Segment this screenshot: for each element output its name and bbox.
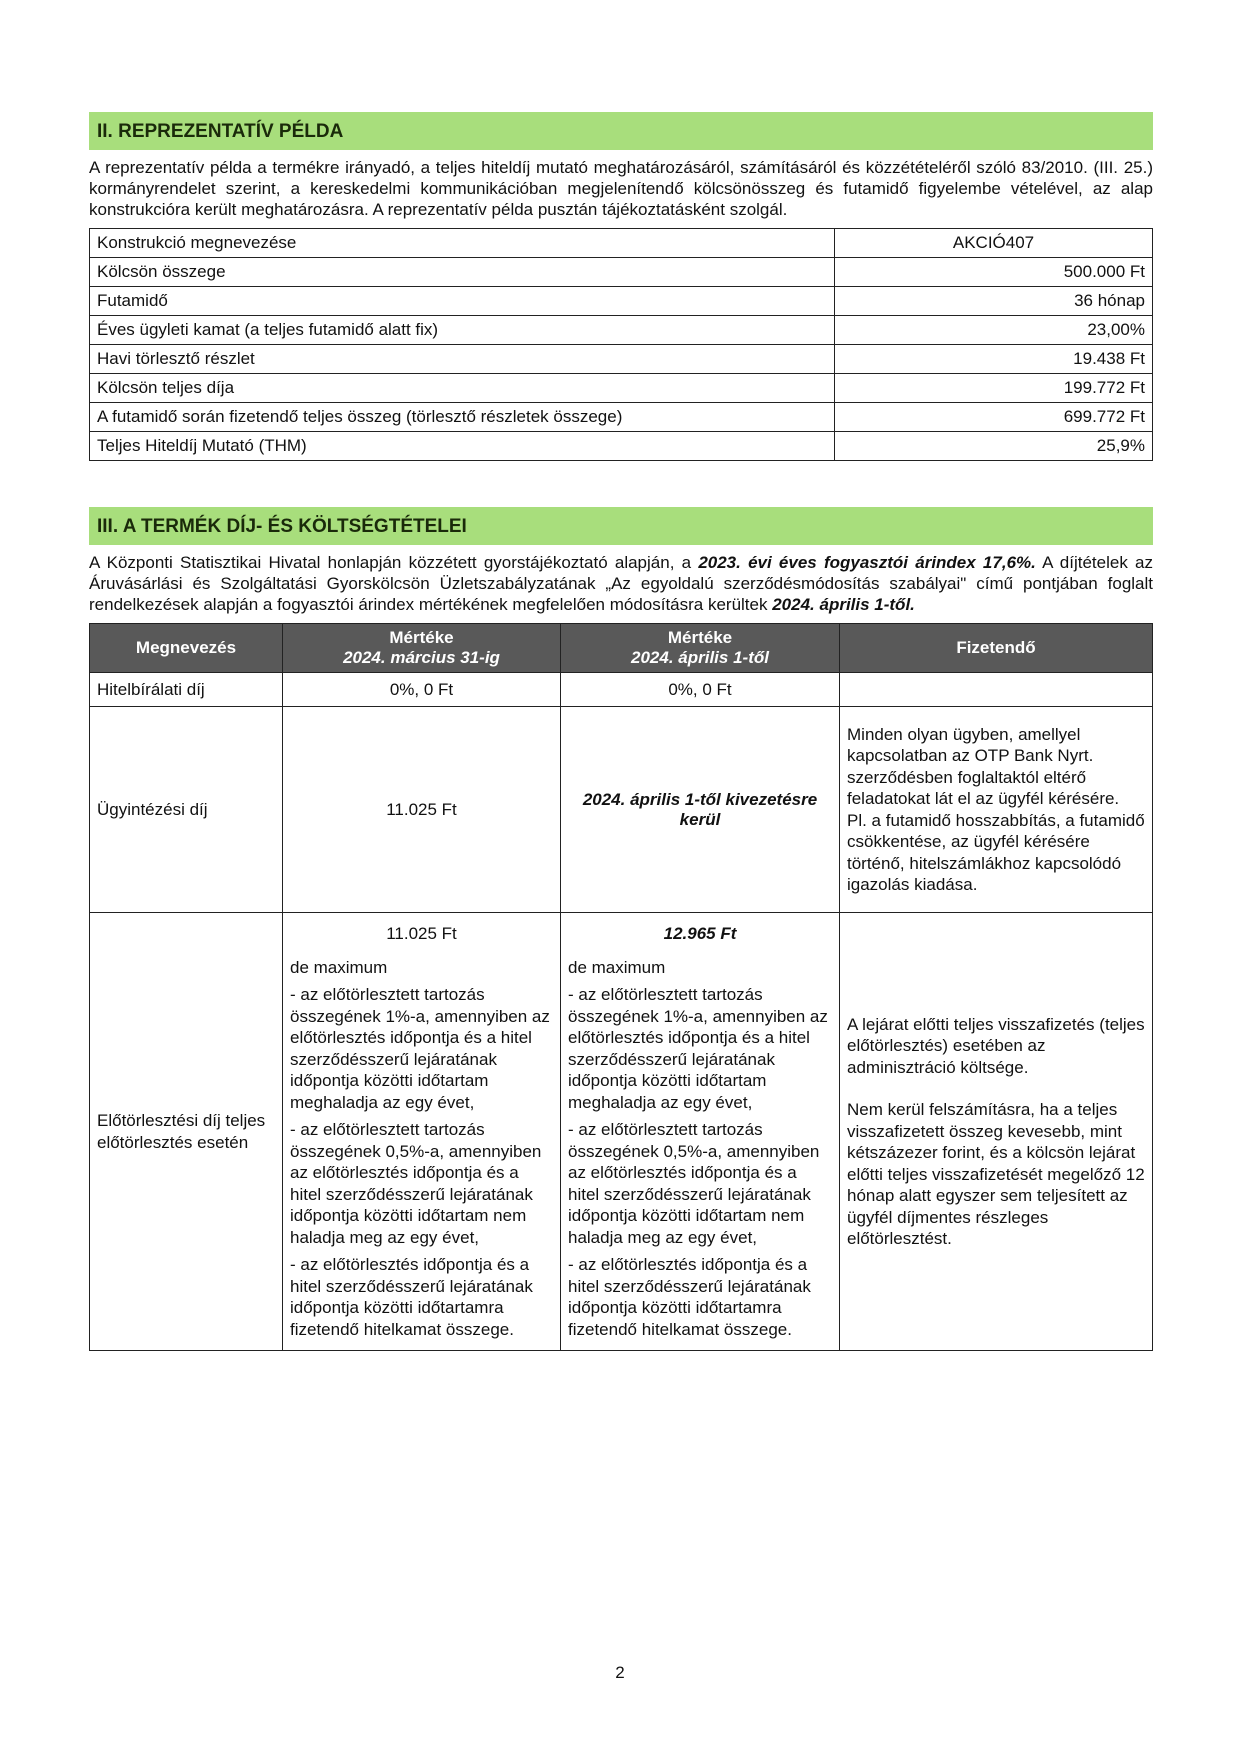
fee-payable: Minden olyan ügyben, amellyel kapcsolatban az OTP Bank Nyrt. szerződésben foglaltaktól eltérő feladatokat lát el az ügyfél kérésére. Pl. a futamidő hosszabbítás, a futamidő csökkentése, az ügyfél kérésére történő, hitelszámlákhoz kapcsolódó igazolás kiadása. [840,707,1153,913]
header-payable: Fizetendő [840,624,1153,673]
row-value: 500.000 Ft [835,258,1153,287]
fees-table-header [90,624,1153,673]
table-row [90,258,1153,287]
fee-new-value: 0%, 0 Ft [561,673,840,707]
fee-payable [840,673,1153,707]
row-value: 699.772 Ft [835,403,1153,432]
document-page [89,112,1153,1351]
table-row [90,403,1153,432]
fee-new-value: 12.965 Ft de maximum - az előtörlesztett tartozás összegének 1%-a, amennyiben az előtörlesztés időpontja és a hitel szerződésszerű lejáratának időpontja közötti időtartam meghaladja az egy évet, - az előtörlesztett tartozás összegének 0,5%-a, amennyiben az előtörlesztés időpontja és a hitel szerződésszerű lejáratának időpontja közötti időtartam nem haladja meg az egy évet, - az előtörlesztés időpontja és a hitel szerződésszerű lejáratának időpontja közötti időtartamra fizetendő hitelkamat összege. [561,913,840,1351]
row-value: 36 hónap [835,287,1153,316]
representative-example-table [89,228,1153,461]
fee-new-value: 2024. április 1-től kivezetésre kerül [561,707,840,913]
row-label: Futamidő [90,287,835,316]
section-heading-fees: III. A TERMÉK DÍJ- ÉS KÖLTSÉGTÉTELEI [89,507,1153,545]
table-row [90,229,1153,258]
row-label: Teljes Hiteldíj Mutató (THM) [90,432,835,461]
header-rate-from: Mértéke 2024. április 1-től [561,624,840,673]
row-label: Kölcsön összege [90,258,835,287]
fee-label: Hitelbírálati díj [90,673,283,707]
table-row [90,316,1153,345]
list-item: - az előtörlesztett tartozás összegének 0,5%-a, amennyiben az előtörlesztés időpontja és a hitel szerződésszerű lejáratának időpontja közötti időtartam nem haladja meg az egy évet, [568,1120,820,1247]
table-row [90,432,1153,461]
table-row-prepayment-fee [90,913,1153,1351]
maximum-label: de maximum [568,957,666,977]
maximum-label: de maximum [290,957,388,977]
fees-intro: A Központi Statisztikai Hivatal honlapján közzétett gyorstájékoztató alapján, a 2023. évi éves fogyasztói árindex 17,6%. A díjtételek az Áruvásárlási és Szolgáltatási Gyorskölcsön Üzletszabályzatának „Az egyoldalú szerződésmódosítás szabályai" című pontjában foglalt rendelkezések alapján a fogyasztói árindex mértékének megfelelően módosításra kerültek 2024. április 1-től. [89,553,1153,614]
header-name: Megnevezés [90,624,283,673]
row-label: Kölcsön teljes díja [90,374,835,403]
fee-label: Előtörlesztési díj teljes előtörlesztés esetén [90,913,283,1351]
fee-old-value: 11.025 Ft de maximum - az előtörlesztett tartozás összegének 1%-a, amennyiben az előtörlesztés időpontja és a hitel szerződésszerű lejáratának időpontja közötti időtartam meghaladja az egy évet, - az előtörlesztett tartozás összegének 0,5%-a, amennyiben az előtörlesztés időpontja és a hitel szerződésszerű lejáratának időpontja közötti időtartam nem haladja meg az egy évet, - az előtörlesztés időpontja és a hitel szerződésszerű lejáratának időpontja közötti időtartamra fizetendő hitelkamat összege. [283,913,561,1351]
row-label: Éves ügyleti kamat (a teljes futamidő alatt fix) [90,316,835,345]
row-value: AKCIÓ407 [835,229,1153,258]
section-heading-representative-example: II. REPREZENTATÍV PÉLDA [89,112,1153,150]
table-row [90,287,1153,316]
table-row [90,374,1153,403]
table-row-credit-assessment-fee [90,673,1153,707]
row-label: A futamidő során fizetendő teljes összeg (törlesztő részletek összege) [90,403,835,432]
row-value: 25,9% [835,432,1153,461]
header-rate-until: Mértéke 2024. március 31-ig [283,624,561,673]
row-value: 199.772 Ft [835,374,1153,403]
fees-table [89,623,1153,1351]
row-label: Konstrukció megnevezése [90,229,835,258]
list-item: - az előtörlesztett tartozás összegének 1%-a, amennyiben az előtörlesztés időpontja és a hitel szerződésszerű lejáratának időpontja közötti időtartam meghaladja az egy évet, [568,985,828,1112]
fee-old-value: 0%, 0 Ft [283,673,561,707]
fee-label: Ügyintézési díj [90,707,283,913]
row-label: Havi törlesztő részlet [90,345,835,374]
table-row-administration-fee [90,707,1153,913]
fee-old-value: 11.025 Ft [283,707,561,913]
list-item: - az előtörlesztés időpontja és a hitel szerződésszerű lejáratának időpontja közötti időtartamra fizetendő hitelkamat összege. [568,1255,811,1339]
row-value: 19.438 Ft [835,345,1153,374]
page-number: 2 [615,1663,625,1682]
row-value: 23,00% [835,316,1153,345]
table-row [90,345,1153,374]
list-item: - az előtörlesztett tartozás összegének 0,5%-a, amennyiben az előtörlesztés időpontja és a hitel szerződésszerű lejáratának időpontja közötti időtartam nem haladja meg az egy évet, [290,1120,542,1247]
fee-payable: A lejárat előtti teljes visszafizetés (teljes előtörlesztés) esetében az adminisztráció költsége. Nem kerül felszámításra, ha a teljes visszafizetett összeg kevesebb, mint kétszázezer forint, és a kölcsön lejárat előtti teljes visszafizetését megelőző 12 hónap alatt egyszer sem teljesített az ügyfél díjmentes részleges előtörlesztést. [840,913,1153,1351]
representative-example-intro: A reprezentatív példa a termékre irányadó, a teljes hiteldíj mutató meghatározásáról, számításáról és közzétételéről szóló 83/2010. (III. 25.) kormányrendelet szerint, a kereskedelmi kommunikációban megjelenítendő kölcsönösszeg és futamidő figyelembe vételével, az alap konstrukcióra került meghatározásra. A reprezentatív példa pusztán tájékoztatásként szolgál. [89,158,1153,219]
list-item: - az előtörlesztett tartozás összegének 1%-a, amennyiben az előtörlesztés időpontja és a hitel szerződésszerű lejáratának időpontja közötti időtartam meghaladja az egy évet, [290,985,550,1112]
list-item: - az előtörlesztés időpontja és a hitel szerződésszerű lejáratának időpontja közötti időtartamra fizetendő hitelkamat összege. [290,1255,533,1339]
